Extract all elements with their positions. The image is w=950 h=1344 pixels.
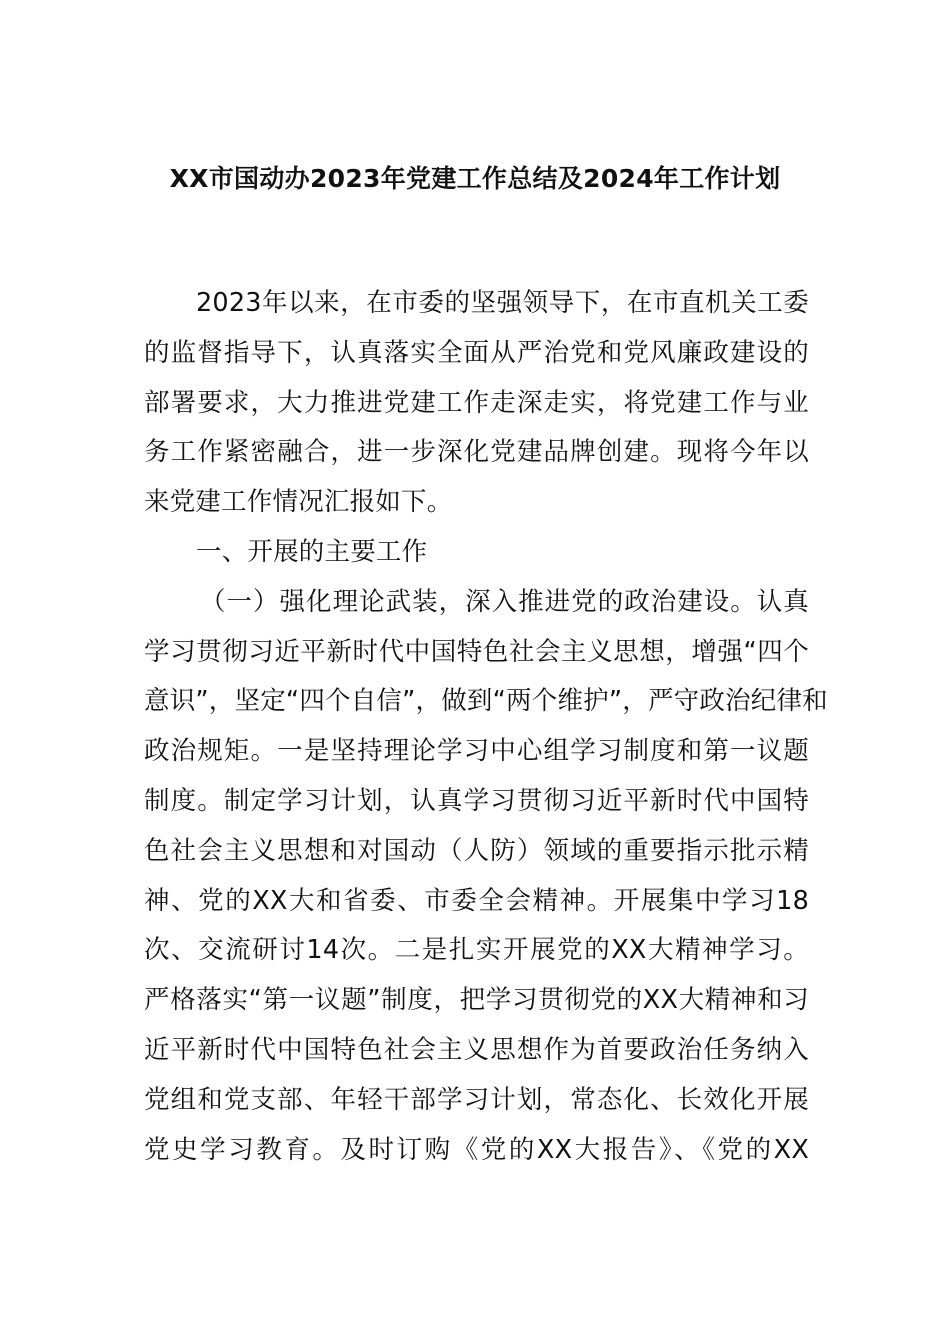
paragraph-line: 党史学习教育。及时订购《党的XX大报告》、《党的XX [144,1134,809,1165]
paragraph-line: 制度。制定学习计划，认真学习贯彻习近平新时代中国特 [144,785,809,816]
paragraph-line: 务工作紧密融合，进一步深化党建品牌创建。现将今年以 [144,437,809,468]
document-body [144,279,828,1175]
paragraph-line: 意识”，坚定“四个自信”，做到“两个维护”，严守政治纪律和 [144,686,828,717]
paragraph-line: 的监督指导下，认真落实全面从严治党和党风廉政建设的 [144,337,809,368]
paragraph-line: 2023年以来，在市委的坚强领导下，在市直机关工委 [196,288,809,318]
paragraph-line: 色社会主义思想和对国动（人防）领域的重要指示批示精 [144,835,809,866]
paragraph-line: 来党建工作情况汇报如下。 [144,487,453,518]
paragraph-line: 党组和党支部、年轻干部学习计划，常态化、长效化开展 [144,1084,809,1115]
paragraph-line: 政治规矩。一是坚持理论学习中心组学习制度和第一议题 [144,736,809,767]
paragraph-line: 学习贯彻习近平新时代中国特色社会主义思想，增强“四个 [144,636,809,667]
paragraph-line: 近平新时代中国特色社会主义思想作为首要政治任务纳入 [144,1034,809,1065]
subsection-heading-line: （一）强化理论武装，深入推进党的政治建设。认真 [200,586,809,617]
section-heading: 一、开展的主要工作 [196,536,428,567]
paragraph-line: 严格落实“第一议题”制度，把学习贯彻党的XX大精神和习 [144,985,809,1016]
paragraph-line: 部署要求，大力推进党建工作走深走实，将党建工作与业 [144,387,809,418]
paragraph-line: 神、党的XX大和省委、市委全会精神。开展集中学习18 [144,885,809,916]
document-title: XX市国动办2023年党建工作总结及2024年工作计划 [169,164,781,193]
paragraph-line: 次、交流研讨14次。二是扎实开展党的XX大精神学习。 [144,935,809,966]
